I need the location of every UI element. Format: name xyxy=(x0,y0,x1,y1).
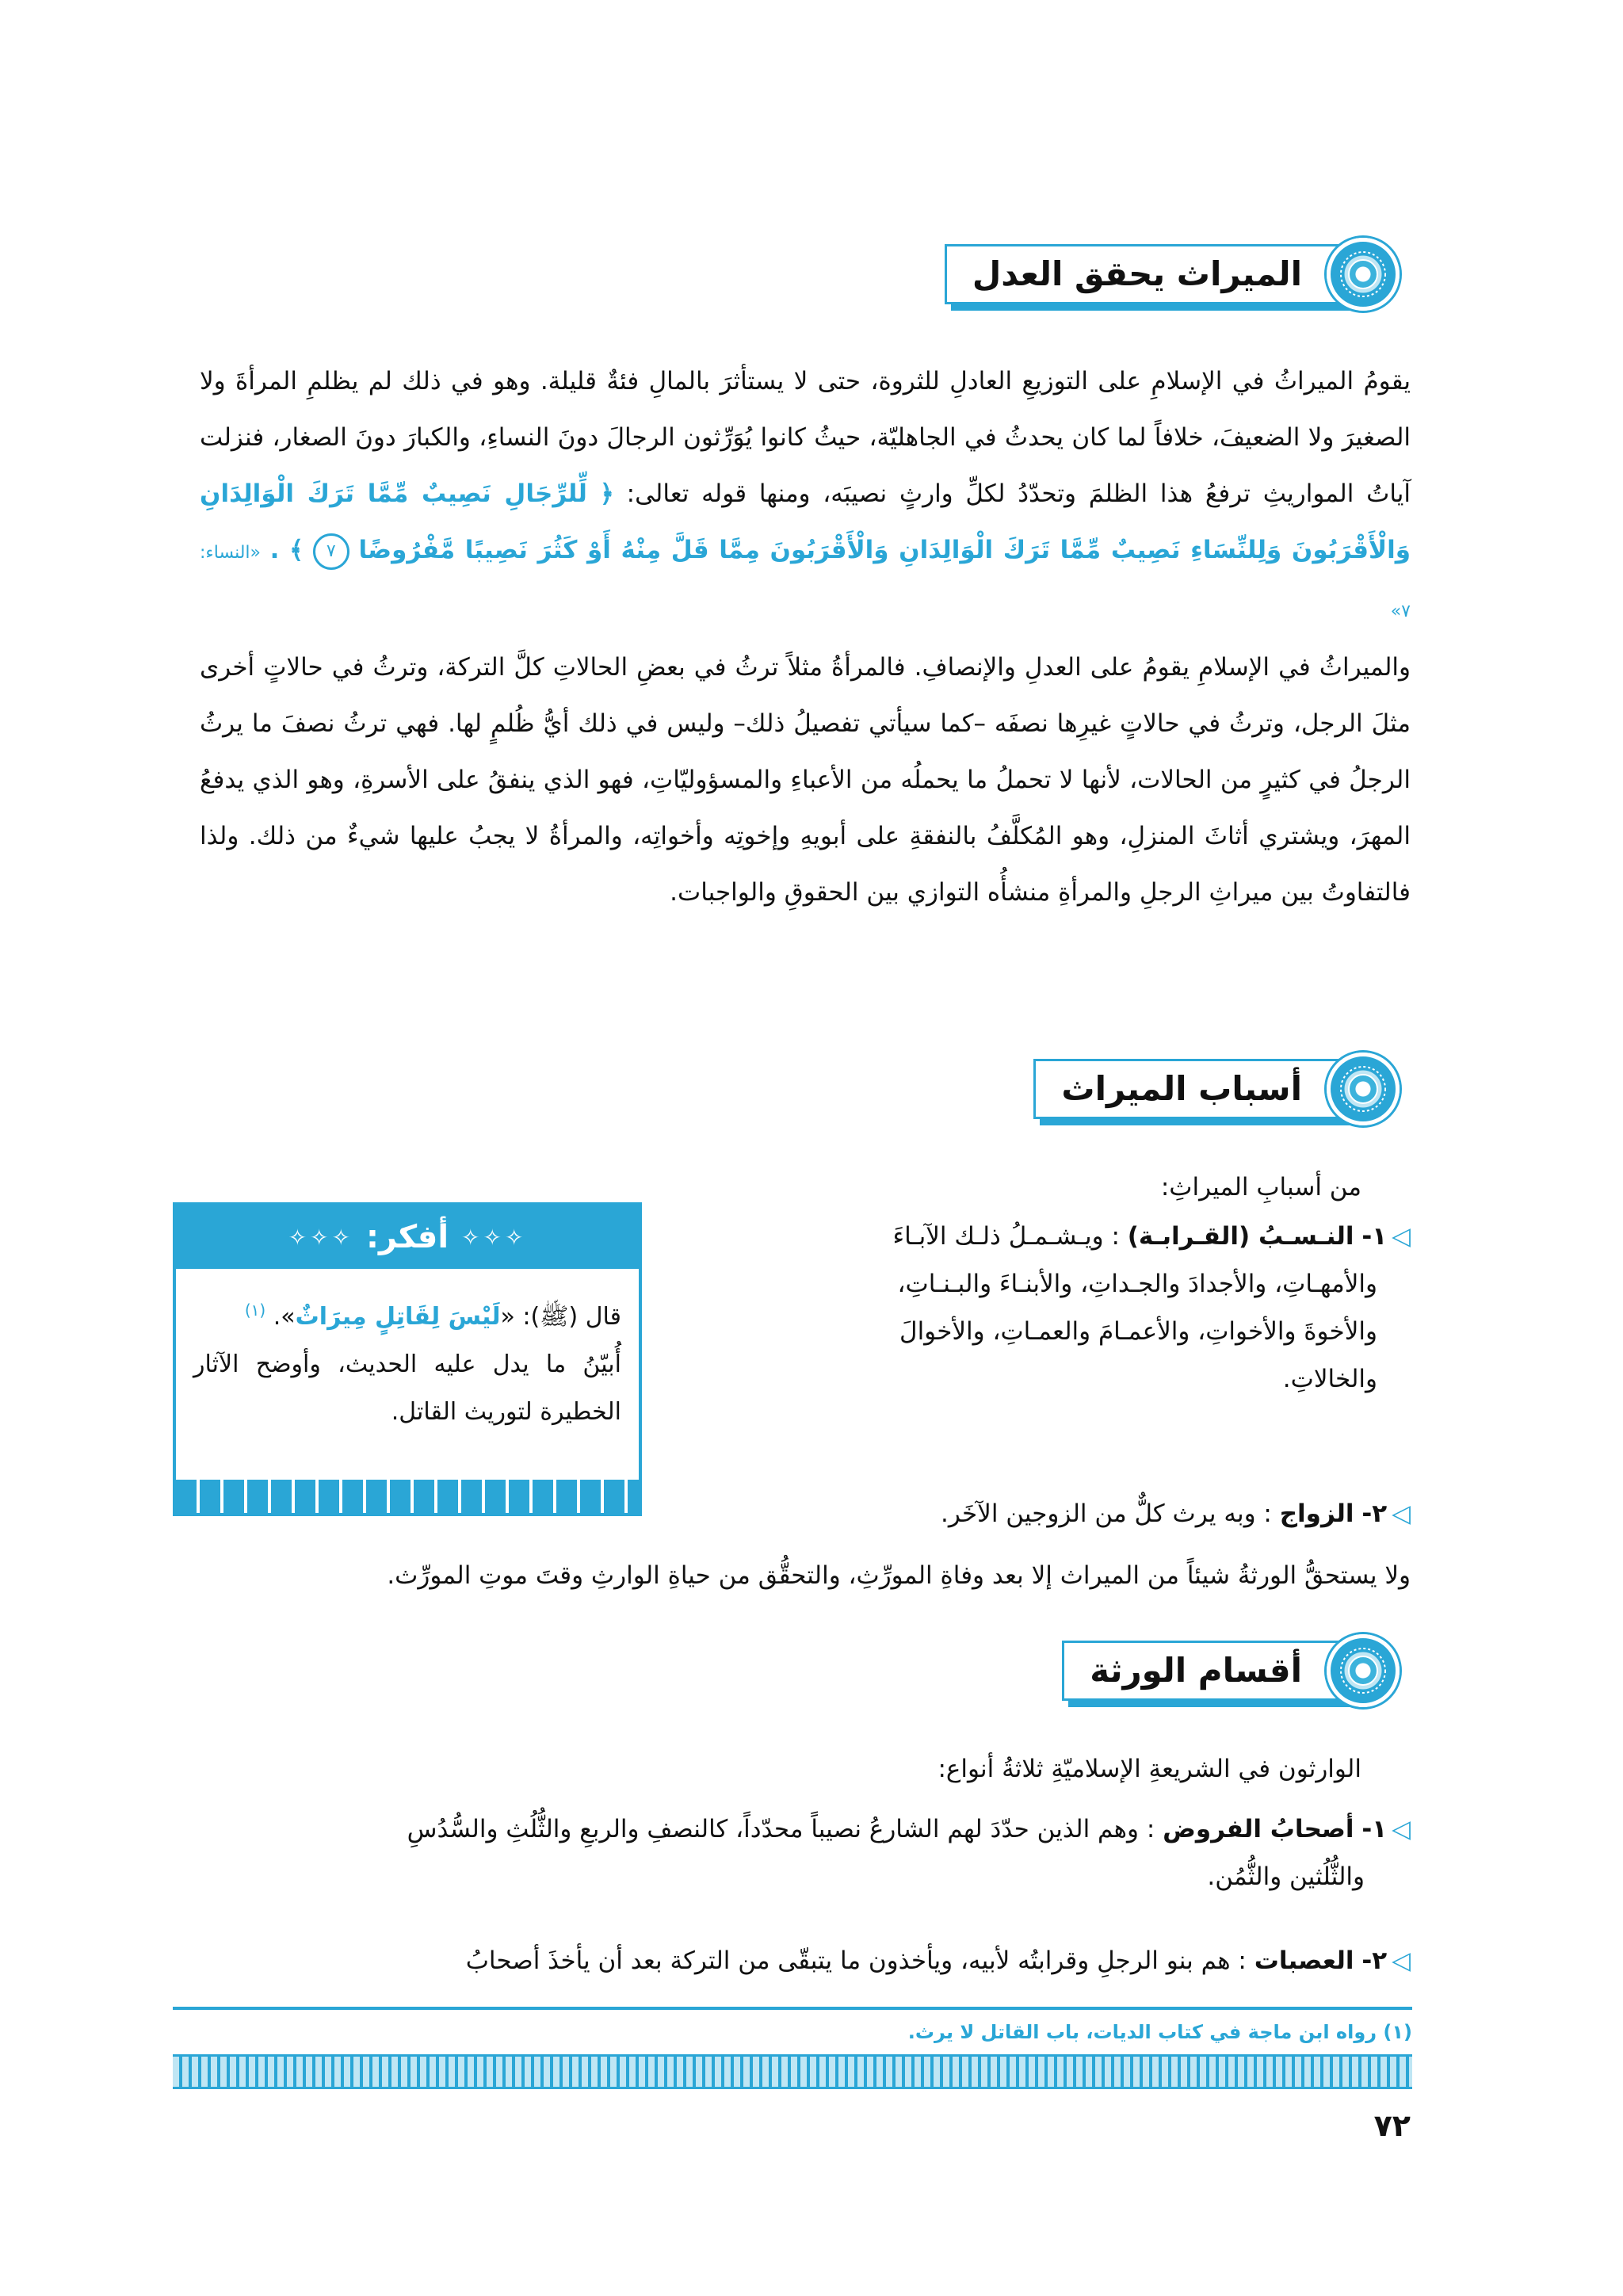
item-label: أصحابُ الفروض xyxy=(1163,1815,1354,1843)
decorative-footer-band xyxy=(173,2054,1412,2089)
item-text: : وبه يرث كلٌّ من الزوجين الآخَر. xyxy=(941,1499,1272,1528)
hadith-text: لَيْسَ لِقَاتِلٍ مِيرَاثٌ xyxy=(295,1303,501,1331)
item-label: النـسـبُ (القـرابـة) xyxy=(1127,1222,1354,1251)
hadith-intro: قال (ﷺ): « xyxy=(500,1303,621,1331)
section-title: الميراث يحقق العدل xyxy=(945,244,1352,304)
hadith-outro: ». xyxy=(273,1303,296,1331)
triangle-bullet-icon: ◁ xyxy=(1392,1222,1411,1251)
triangle-bullet-icon: ◁ xyxy=(1392,1499,1411,1528)
page-number: ٧٢ xyxy=(1373,2108,1411,2143)
item-label: العصبات xyxy=(1254,1946,1354,1975)
footnote-divider xyxy=(173,2007,1412,2010)
verse-reference: «النساء: ٧» xyxy=(200,543,1411,621)
list-item xyxy=(658,1490,1411,1538)
causes-intro: من أسبابِ الميراثِ: xyxy=(1160,1173,1361,1201)
item-number: ١- xyxy=(1361,1222,1388,1251)
think-box-header xyxy=(176,1205,639,1269)
section-title: أقسام الورثة xyxy=(1062,1641,1352,1701)
section-header-heirs xyxy=(1043,1634,1400,1707)
think-box-title: أفكر: xyxy=(365,1219,449,1255)
justice-text: يقومُ الميراثُ في الإسلامِ على التوزيعِ العادلِ للثروة، حتى لا يستأثرَ بالمالِ فئةٌ قليلة. وهو في ذلك لم يظلمِ المرأةَ ولا الصغيرَ ولا الضعيفَ، خلافاً لما كان يحدثُ في الجاهليّة، حيثُ كانوا يُوَرِّثون الرجالَ دونَ النساءِ، والكبارَ دونَ الصغار، فنزلت آياتُ المواريثِ ترفعُ هذا الظلمَ وتحدّدُ لكلِّ وارثٍ نصيبَه، ومنها قوله تعالى: xyxy=(200,367,1411,508)
item-text: والأمهـاتِ، والأجدادَ والجـداتِ، والأبنـاءَ والبـنـاتِ، xyxy=(897,1270,1377,1298)
triangle-bullet-icon: ◁ xyxy=(1392,1946,1411,1975)
item-number: ١- xyxy=(1361,1815,1388,1843)
item-label: الزواج xyxy=(1279,1499,1354,1528)
verse-close-bracket: ﴾ . xyxy=(269,536,304,564)
triangle-bullet-icon: ◁ xyxy=(1392,1815,1411,1843)
item-text: والأخوةَ والأخواتِ، والأعمـامَ والعمـاتِ، والأخوالَ xyxy=(899,1317,1377,1346)
verse-open-bracket: ﴿ xyxy=(599,479,614,508)
quran-verse: لِّلرِّجَالِ نَصِيبٌ مِّمَّا تَرَكَ الْوَالِدَانِ وَالْأَقْرَبُونَ وَلِلنِّسَاءِ نَصِيبٌ مِّمَّا تَرَكَ الْوَالِدَانِ وَالْأَقْرَبُونَ مِمَّا قَلَّ مِنْهُ أَوْ كَثُرَ نَصِيبًا مَّفْرُوضًا xyxy=(200,479,1411,564)
item-text: : هم بنو الرجلِ وقرابتُه لأبيه، ويأخذون ما يتبقّى من التركة بعد أن يأخذَ أصحابُ xyxy=(465,1946,1247,1975)
rosette-icon xyxy=(1327,238,1400,311)
list-item xyxy=(658,1213,1411,1403)
verse-number-badge: ٧ xyxy=(313,533,349,570)
ornament-icon: ✧✧✧ xyxy=(288,1224,353,1251)
rosette-icon xyxy=(1327,1052,1400,1125)
causes-note: ولا يستحقُّ الورثةُ شيئاً من الميراث إلا بعد وفاةِ المورِّثِ، والتحقُّق من حياةِ الوارثِ وقتَ موتِ المورِّث. xyxy=(387,1561,1411,1590)
section-header-justice xyxy=(956,238,1400,311)
item-text: : وهم الذين حدّدَ لهم الشارعُ نصيباً محدّداً، كالنصفِ والربعِ والثُّلُثِ والسُّدُسِ xyxy=(407,1815,1155,1843)
footnote: (١) رواه ابن ماجة في كتاب الديات، باب القاتل لا يرث. xyxy=(907,2021,1412,2043)
think-box xyxy=(173,1202,642,1516)
item-text: : ويـشـمـلُ ذلـك الآبـاءَ xyxy=(892,1222,1120,1251)
heirs-intro: الوارثون في الشريعةِ الإسلاميّةِ ثلاثةُ أنواع: xyxy=(938,1755,1361,1783)
item-number: ٢- xyxy=(1361,1499,1388,1528)
justice-paragraph xyxy=(200,353,1411,921)
think-box-pattern xyxy=(176,1480,639,1513)
item-number: ٢- xyxy=(1361,1946,1388,1975)
ornament-icon: ✧✧✧ xyxy=(461,1224,527,1251)
list-item xyxy=(198,1805,1411,1901)
think-question: أُبيّنُ ما يدل عليه الحديث، وأوضح الآثار الخطيرة لتوريث القاتل. xyxy=(193,1350,621,1426)
item-text: والثُّلُثين والثُّمُن. xyxy=(1207,1862,1365,1891)
think-box-body xyxy=(176,1269,639,1436)
justice-paragraph-2: والميراثُ في الإسلامِ يقومُ على العدلِ والإنصافِ. فالمرأةُ مثلاً ترثُ في بعضِ الحالاتِ كلَّ التركة، وترثُ في حالاتٍ أخرى مثلَ الرجل، وترثُ في حالاتٍ غيرِها نصفَه –كما سيأتي تفصيلُ ذلك– وليس في ذلك أيُّ ظُلمٍ لها. فهي ترثُ نصفَ ما يرثُ الرجلُ في كثيرٍ من الحالات، لأنها لا تحملُ ما يحملُه من الأعباءِ والمسؤوليّاتِ، فهو الذي ينفقُ على الأسرةِ، وهو الذي يدفعُ المهرَ، ويشتري أثاثَ المنزلِ، وهو المُكلَّفُ بالنفقةِ على أبويهِ وإخوتِه وأخواتِه، والمرأةُ لا يجبُ عليها شيءٌ من ذلك. ولذا فالتفاوتُ بين ميراثِ الرجلِ والمرأةِ منشأُه التوازي بين الحقوقِ والواجبات. xyxy=(200,653,1411,907)
section-header-causes xyxy=(1043,1052,1400,1125)
list-item xyxy=(198,1937,1411,1985)
item-text: والخالاتِ. xyxy=(1282,1365,1377,1393)
rosette-icon xyxy=(1327,1634,1400,1707)
section-title: أسباب الميراث xyxy=(1033,1059,1352,1119)
footnote-marker: (١) xyxy=(244,1301,266,1320)
